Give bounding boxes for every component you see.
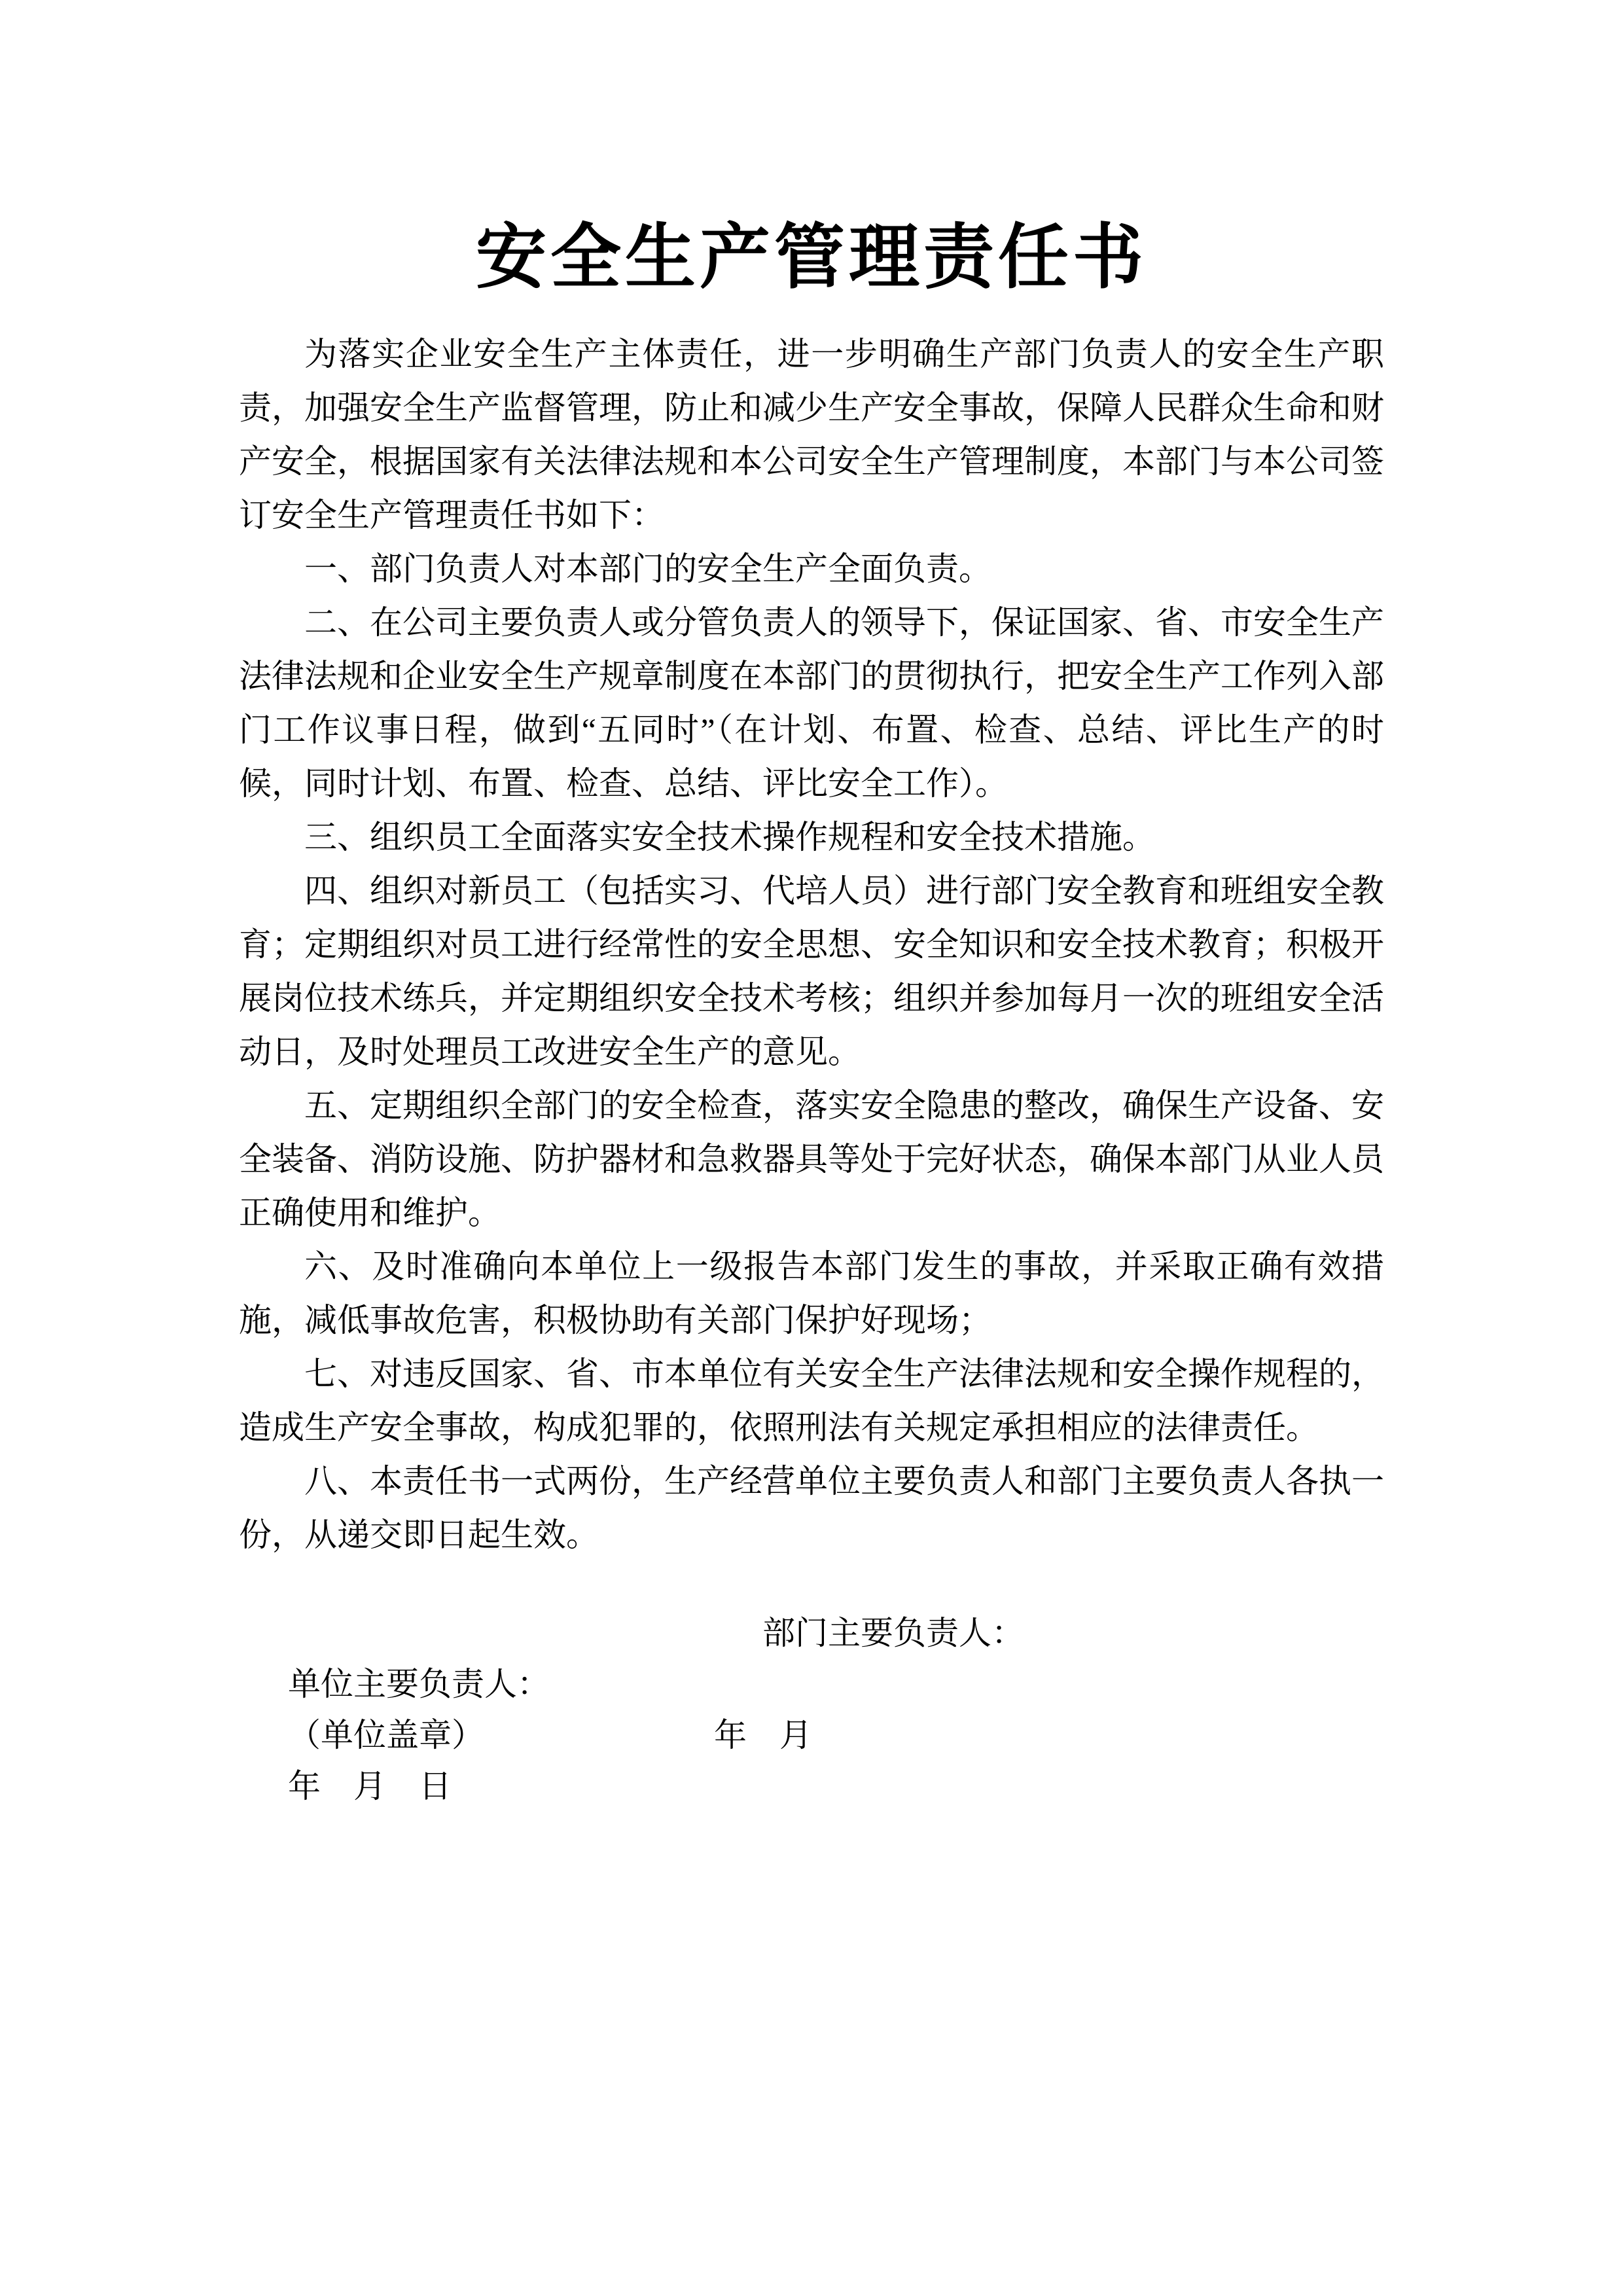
clause-6: 六、及时准确向本单位上一级报告本部门发生的事故，并采取正确有效措施，减低事故危害，积极协助有关部门保护好现场； — [239, 1248, 1384, 1338]
document-body — [239, 327, 1384, 1562]
dept-signer-label: 部门主要负责人： — [762, 1615, 1024, 1651]
clause-3: 三、组织员工全面落实安全技术操作规程和安全技术措施。 — [304, 819, 1155, 855]
dept-date-line: 年 月 — [714, 1717, 812, 1753]
paragraph-intro: 为落实企业安全生产主体责任，进一步明确生产部门负责人的安全生产职责，加强安全生产监督管理，防止和减少生产安全事故，保障人民群众生命和财产安全，根据国家有关法律法规和本公司安全生产管理制度，本部门与本公司签订安全生产管理责任书如下： — [239, 336, 1384, 533]
clause-1: 一、部门负责人对本部门的安全生产全面负责。 — [304, 550, 991, 587]
signer-labels-row — [239, 1607, 1384, 1702]
document-title: 安全生产管理责任书 — [475, 219, 1147, 297]
signature-block — [239, 1607, 1384, 1804]
date-lines-row — [239, 1710, 1384, 1804]
clause-5: 五、定期组织全部门的安全检查，落实安全隐患的整改，确保生产设备、安全装备、消防设施、防护器材和急救器具等处于完好状态，确保本部门从业人员正确使用和维护。 — [239, 1087, 1384, 1231]
clause-2: 二、在公司主要负责人或分管负责人的领导下，保证国家、省、市安全生产法律法规和企业安全生产规章制度在本部门的贯彻执行，把安全生产工作列入部门工作议事日程，做到“五同时”（在计划、布置、检查、总结、评比生产的时候，同时计划、布置、检查、总结、评比安全工作）。 — [239, 604, 1384, 802]
unit-seal-note: （单位盖章） — [288, 1717, 484, 1753]
clause-4: 四、组织对新员工（包括实习、代培人员）进行部门安全教育和班组安全教育；定期组织对员工进行经常性的安全思想、安全知识和安全技术教育；积极开展岗位技术练兵，并定期组织安全技术考核；组织并参加每月一次的班组安全活动日，及时处理员工改进安全生产的意见。 — [239, 872, 1384, 1070]
unit-signer-label: 单位主要负责人： — [288, 1666, 550, 1702]
clause-7: 七、对违反国家、省、市本单位有关安全生产法律法规和安全操作规程的，造成生产安全事故，构成犯罪的，依照刑法有关规定承担相应的法律责任。 — [239, 1355, 1384, 1446]
unit-date-line: 年 月 日 — [288, 1768, 452, 1804]
clause-8: 八、本责任书一式两份，生产经营单位主要负责人和部门主要负责人各执一份，从递交即日起生效。 — [239, 1463, 1384, 1553]
